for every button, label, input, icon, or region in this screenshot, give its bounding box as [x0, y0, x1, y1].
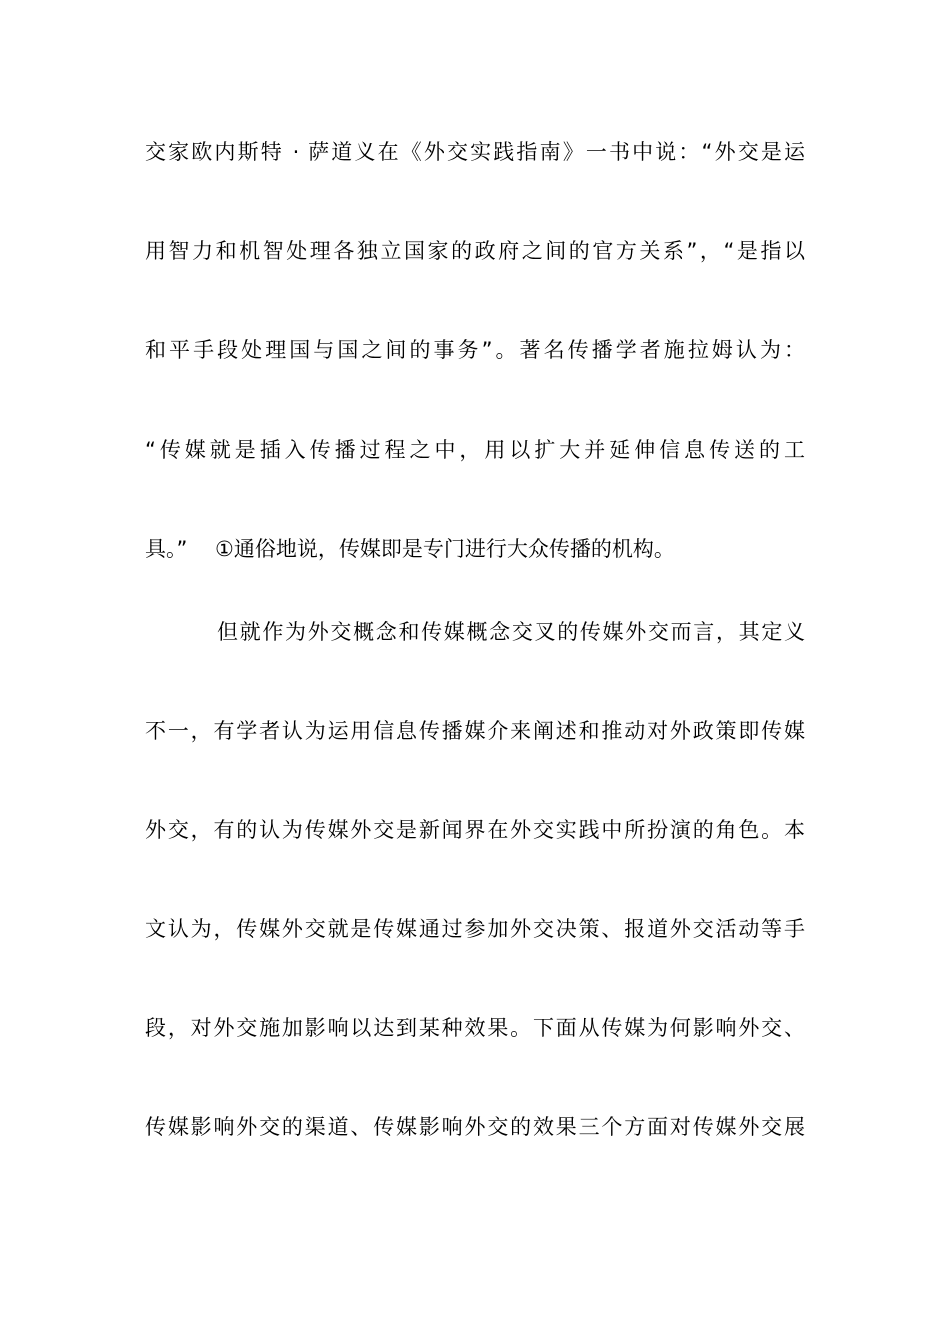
text-line: 段，对外交施加影响以达到某种效果。下面从传媒为何影响外交、 — [145, 1016, 805, 1040]
paragraph-first-line: 但就作为外交概念和传媒概念交叉的传媒外交而言，其定义 — [217, 620, 805, 644]
text-line: 传媒影响外交的渠道、传媒影响外交的效果三个方面对传媒外交展 — [145, 1115, 805, 1139]
text-line: “传媒就是插入传播过程之中，用以扩大并延伸信息传送的工 — [145, 438, 805, 462]
text-line: 文认为，传媒外交就是传媒通过参加外交决策、报道外交活动等手 — [145, 917, 805, 941]
text-line: 交家欧内斯特 · 萨道义在《外交实践指南》一书中说：“外交是运 — [145, 140, 805, 164]
text-line: 外交，有的认为传媒外交是新闻界在外交实践中所扮演的角色。本 — [145, 818, 805, 842]
text-line: 不一，有学者认为运用信息传播媒介来阐述和推动对外政策即传媒 — [145, 719, 805, 743]
text-line: 具。” ①通俗地说，传媒即是专门进行大众传播的机构。 — [145, 537, 675, 561]
text-line: 和平手段处理国与国之间的事务”。著名传播学者施拉姆认为： — [145, 338, 805, 362]
text-line: 用智力和机智处理各独立国家的政府之间的官方关系”，“是指以 — [145, 239, 805, 263]
